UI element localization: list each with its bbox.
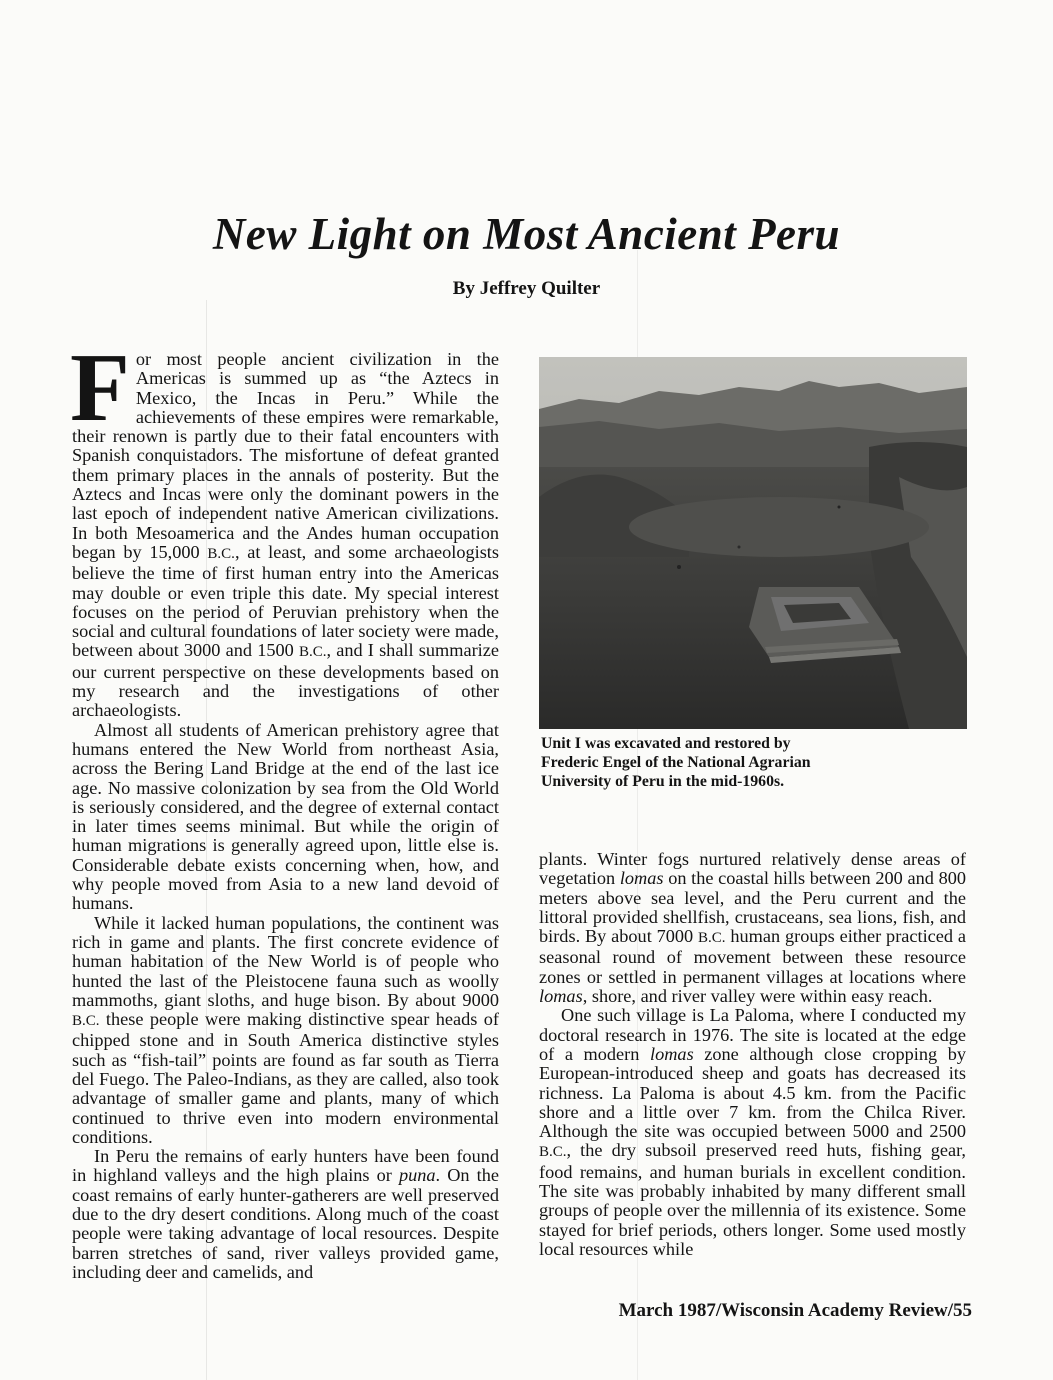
- paragraph: Almost all students of American prehistory agree that humans entered the New World from northeast Asia, across the Bering Land Bridge at the end of the last ice age. No massive colonization by sea from the Old World is seriously considered, and the degree of external contact in later times seems minimal. But while the origin of human migrations is generally agreed upon, little else is. Considerable debate exists concerning when, how, and why people moved from Asia to a new land devoid of humans.: [72, 719, 499, 914]
- photo-landscape: [539, 357, 967, 729]
- figure-caption: Unit I was excavated and restored by Frederic Engel of the National Agrarian University of Peru in the mid-1960s.: [541, 735, 811, 790]
- article-title: New Light on Most Ancient Peru: [212, 209, 841, 259]
- site-photograph: [539, 357, 967, 729]
- paragraph: One such village is La Paloma, where I conducted my doctoral research in 1976. The site is located at the edge of a modern lomas zone although close cropping by European-introduced sheep and goats has decreased its richness. La Paloma is about 4.5 km. from the Pacific shore and a little over 7 km. from the Chilca River. Although the site was occupied between 5000 and 2500 B.C., the dry subsoil preserved reed huts, fishing gear, food remains, and human burials in excellent condition. The site was probably inhabited by many different small groups of people over the millennia of its existence. Some stayed for brief periods, others longer. Some used mostly local resources while: [539, 1005, 966, 1259]
- right-column: [539, 850, 966, 1259]
- paragraph: While it lacked human populations, the continent was rich in game and plants. The first concrete evidence of human habitation of the New World is of people who hunted the last of the Pleistocene fauna such as woolly mammoths, giant sloths, and huge bison. By about 9000 B.C. these people were making distinctive spear heads of chipped stone and in South America distinctive styles such as “fish-tail” points are found as far south as Tierra del Fuego. The Paleo-Indians, as they are called, also took advantage of smaller game and plants, many of which continued to thrive even into modern environmental conditions.: [72, 912, 499, 1147]
- drop-cap: F: [70, 334, 130, 442]
- article-byline: By Jeffrey Quilter: [452, 278, 601, 299]
- left-column: [70, 334, 500, 1282]
- paragraph: For most people ancient civilization in the Americas is summed up as “the Aztecs in Mexico, the Incas in Peru.” While the achievements of these empires were remarkable, their renown is partly due to their fatal encounters with Spanish conquistadors. The misfortune of defeat granted them primary places in the annals of posterity. But the Aztecs and Incas were only the dominant powers in the last epoch of independent native American civilizations. In both Mesoamerica and the Andes human occupation began by 15,000 B.C., at least, and some archaeologists believe the time of first human entry into the Americas may double or even triple this date. My special interest focuses on the period of Peruvian prehistory when the social and cultural foundations of later society were made, between about 3000 and 1500 B.C., and I shall summarize our current perspective on these developments based on my research and the investigations of other archaeologists.: [70, 334, 500, 721]
- paragraph: In Peru the remains of early hunters have been found in highland valleys and the high plains or puna. On the coast remains of early hunter-gatherers are well preserved due to the dry desert conditions. Along much of the coast people were taking advantage of local resources. Despite barren stretches of sand, river valleys provided game, including deer and camelids, and: [72, 1146, 499, 1282]
- paragraph: plants. Winter fogs nurtured relatively dense areas of vegetation lomas on the coastal hills between 200 and 800 meters above sea level, and the Peru current and the littoral provided shellfish, crustaceans, sea lions, fish, and birds. By about 7000 B.C. human groups either practiced a seasonal round of movement between these resource zones or settled in permanent villages at locations where lomas, shore, and river valley were within easy reach.: [539, 849, 966, 1007]
- page-footer: March 1987/Wisconsin Academy Review/55: [618, 1300, 972, 1321]
